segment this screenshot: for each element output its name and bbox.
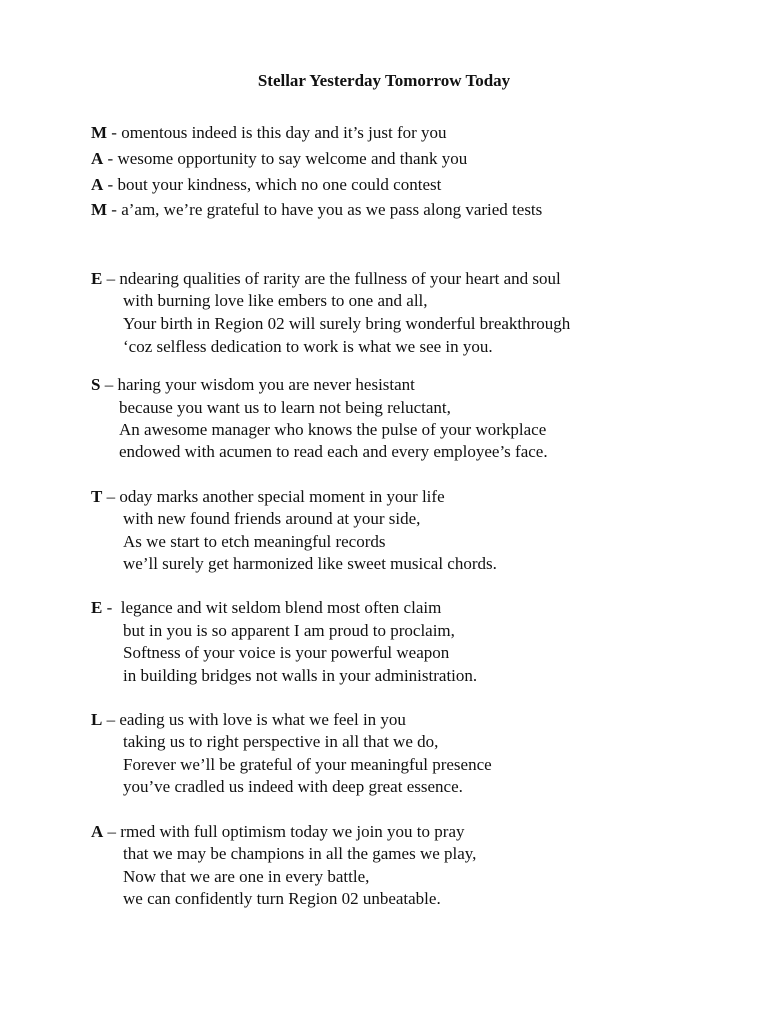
line-text: – eading us with love is what we feel in you xyxy=(102,710,406,729)
line-text: - wesome opportunity to say welcome and thank you xyxy=(103,149,468,168)
poem-line xyxy=(91,374,415,397)
acrostic-initial: M xyxy=(91,200,108,219)
acrostic-initial: M xyxy=(91,123,108,142)
line-text: – ndearing qualities of rarity are the fullness of your heart and soul xyxy=(102,269,561,288)
poem-line: An awesome manager who knows the pulse of your workplace xyxy=(119,420,547,439)
poem-line: taking us to right perspective in all that we do, xyxy=(123,732,439,751)
poem-line: but in you is so apparent I am proud to proclaim, xyxy=(123,621,455,640)
poem-line: in building bridges not walls in your administration. xyxy=(123,666,478,685)
poem-line: Forever we’ll be grateful of your meaningful presence xyxy=(123,755,492,774)
poem-line: Softness of your voice is your powerful weapon xyxy=(123,643,450,662)
acrostic-initial: A xyxy=(91,822,104,841)
poem-title: Stellar Yesterday Tomorrow Today xyxy=(257,71,511,90)
poem-line: ‘coz selfless dedication to work is what we see in you. xyxy=(123,337,493,356)
poem-line: As we start to etch meaningful records xyxy=(123,532,386,551)
line-text: – haring your wisdom you are never hesistant xyxy=(100,375,415,394)
line-text: - legance and wit seldom blend most often claim xyxy=(102,598,442,617)
acrostic-initial: E xyxy=(91,598,103,617)
poem-line xyxy=(91,821,465,844)
line-text: - omentous indeed is this day and it’s just for you xyxy=(107,123,447,142)
line-text: - bout your kindness, which no one could contest xyxy=(103,175,442,194)
poem-line xyxy=(91,268,561,291)
poem-line: Now that we are one in every battle, xyxy=(123,867,370,886)
poem-line xyxy=(91,709,406,732)
poem-line: we’ll surely get harmonized like sweet musical chords. xyxy=(123,554,497,573)
poem-line: Your birth in Region 02 will surely bring wonderful breakthrough xyxy=(123,314,571,333)
line-text: – oday marks another special moment in your life xyxy=(102,487,445,506)
poem-line: with new found friends around at your side, xyxy=(123,509,421,528)
poem-line: with burning love like embers to one and all, xyxy=(123,291,428,310)
poem-line: because you want us to learn not being reluctant, xyxy=(119,398,451,417)
poem-line: endowed with acumen to read each and every employee’s face. xyxy=(119,442,548,461)
poem-line xyxy=(91,148,467,171)
poem-line xyxy=(91,122,447,145)
line-text: – rmed with full optimism today we join you to pray xyxy=(103,822,465,841)
line-text: - a’am, we’re grateful to have you as we pass along varied tests xyxy=(107,200,543,219)
acrostic-initial: S xyxy=(91,375,101,394)
poem-line: you’ve cradled us indeed with deep great essence. xyxy=(123,777,463,796)
poem-line xyxy=(91,174,441,197)
poem-line xyxy=(91,486,445,509)
acrostic-initial: L xyxy=(91,710,103,729)
poem-line xyxy=(91,199,542,222)
poem-line: we can confidently turn Region 02 unbeatable. xyxy=(123,889,441,908)
acrostic-initial: E xyxy=(91,269,103,288)
acrostic-initial: A xyxy=(91,175,104,194)
poem-line xyxy=(91,597,441,620)
acrostic-initial: A xyxy=(91,149,104,168)
acrostic-initial: T xyxy=(91,487,103,506)
poem-line: that we may be champions in all the games we play, xyxy=(123,844,477,863)
